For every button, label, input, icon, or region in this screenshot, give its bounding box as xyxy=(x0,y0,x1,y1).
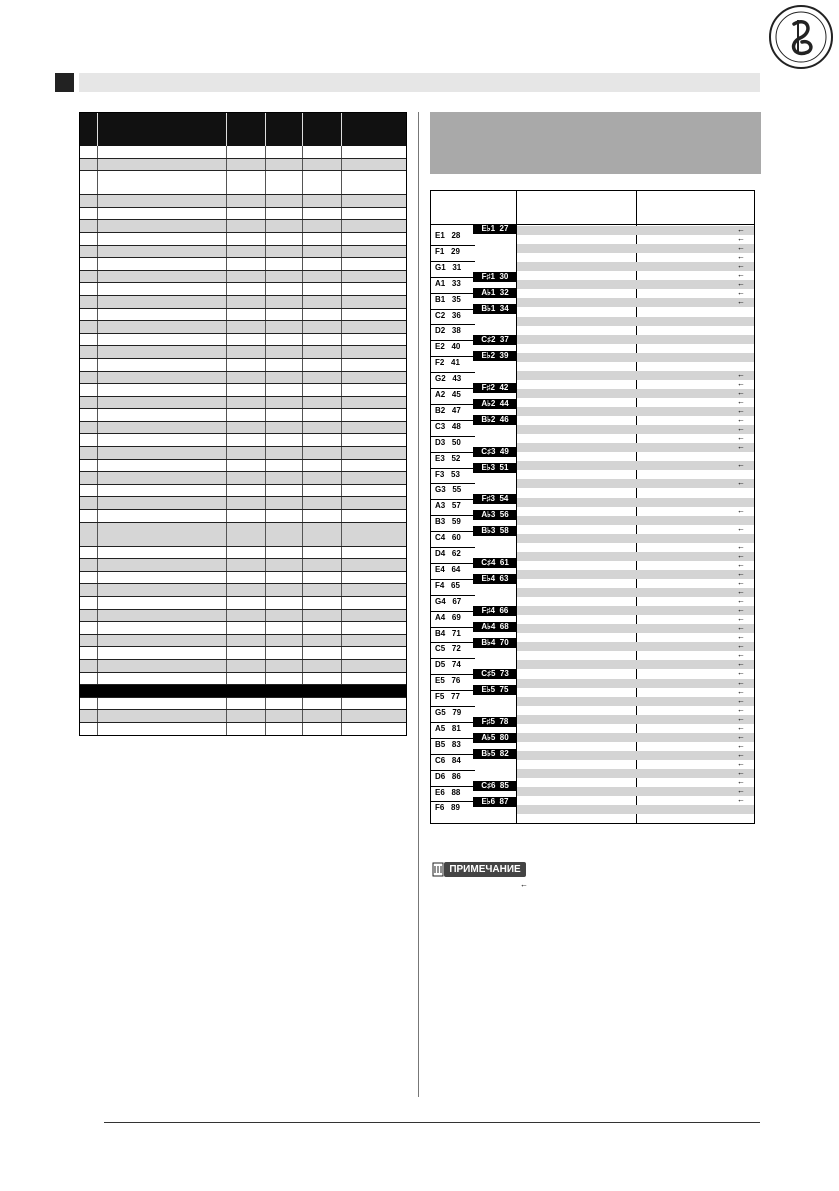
arrow-icon: ← xyxy=(737,632,745,642)
table-row xyxy=(517,660,754,669)
arrow-icon: ← xyxy=(737,749,745,759)
table-row xyxy=(79,372,407,385)
black-key-label: E♭4 63 xyxy=(473,574,517,584)
table-row xyxy=(517,760,754,769)
arrow-icon: ← xyxy=(737,396,745,406)
table-row xyxy=(79,309,407,322)
white-key-label: G3 55 xyxy=(435,485,462,495)
arrow-icon: ← xyxy=(737,406,745,415)
table-row xyxy=(517,371,754,380)
table-row xyxy=(79,685,407,698)
white-key-label: D6 86 xyxy=(435,771,461,781)
black-key-label: E♭6 87 xyxy=(473,797,517,807)
table-row xyxy=(517,389,754,398)
table-row xyxy=(79,635,407,648)
white-key-label: D4 62 xyxy=(435,549,461,558)
table-header xyxy=(431,191,754,225)
arrow-icon: ← xyxy=(737,297,745,307)
arrow-icon: ← xyxy=(737,243,745,253)
arrow-icon: ← xyxy=(737,740,745,750)
arrow-icon: ← xyxy=(737,378,745,388)
table-row xyxy=(79,572,407,585)
table-row xyxy=(517,498,754,507)
table-row xyxy=(517,452,754,461)
white-key-label: B5 83 xyxy=(435,739,461,749)
table-row xyxy=(517,326,754,335)
white-key-label: C5 72 xyxy=(435,644,461,654)
table-body xyxy=(79,146,407,736)
table-row xyxy=(79,673,407,686)
arrow-icon: ← xyxy=(737,369,745,379)
table-row xyxy=(517,588,754,597)
arrow-icon: ← xyxy=(737,777,745,787)
table-row xyxy=(517,244,754,253)
table-row xyxy=(79,523,407,547)
arrow-icon: ← xyxy=(737,424,745,434)
table-row xyxy=(79,359,407,372)
arrow-icon: ← xyxy=(737,623,745,633)
table-row xyxy=(79,346,407,359)
arrow-icon: ← xyxy=(737,577,745,587)
table-row xyxy=(79,208,407,221)
arrow-icon: ← xyxy=(737,234,745,244)
column-divider xyxy=(418,112,419,1097)
table-row xyxy=(517,688,754,697)
table-row xyxy=(517,624,754,633)
white-key-label: F1 29 xyxy=(435,246,460,256)
arrow-icon: ← xyxy=(737,460,745,470)
table-row xyxy=(517,307,754,316)
table-row xyxy=(517,488,754,497)
table-row xyxy=(79,434,407,447)
black-key-label: E♭3 51 xyxy=(473,463,517,473)
table-row xyxy=(517,398,754,407)
table-row xyxy=(517,561,754,570)
table-row xyxy=(79,485,407,498)
table-row xyxy=(79,584,407,597)
table-row xyxy=(79,233,407,246)
pencil-note-icon xyxy=(432,862,444,877)
arrow-icon: ← xyxy=(737,659,745,669)
white-key-label: B2 47 xyxy=(435,405,461,415)
table-row xyxy=(517,534,754,543)
white-key-label: G1 31 xyxy=(435,262,462,272)
black-key-label: B♭3 58 xyxy=(473,526,517,536)
table-row xyxy=(79,547,407,560)
arrow-icon: ← xyxy=(737,722,745,732)
arrow-icon: ← xyxy=(737,523,745,533)
arrow-icon: ← xyxy=(737,252,745,262)
arrow-icon: ← xyxy=(737,768,745,777)
white-key-label: E5 76 xyxy=(435,676,461,686)
white-key-label: D2 38 xyxy=(435,326,461,336)
table-row xyxy=(79,559,407,572)
table-row xyxy=(517,353,754,362)
black-key-label: E♭1 27 xyxy=(473,224,517,234)
note-badge: ПРИМЕЧАНИЕ xyxy=(444,862,526,877)
table-row xyxy=(517,525,754,534)
white-key-label: A4 69 xyxy=(435,612,461,622)
white-key-label: G2 43 xyxy=(435,374,462,384)
arrow-icon: ← xyxy=(737,568,745,578)
table-row xyxy=(79,422,407,435)
arrow-icon: ← xyxy=(737,650,745,660)
table-row xyxy=(517,633,754,642)
arrow-icon: ← xyxy=(737,605,745,615)
arrow-icon: ← xyxy=(737,550,745,560)
black-key-label: B♭1 34 xyxy=(473,304,517,314)
arrow-icon: ← xyxy=(737,433,745,443)
white-key-label: A3 57 xyxy=(435,501,461,511)
black-key-label: A♭3 56 xyxy=(473,510,517,520)
table-row xyxy=(79,660,407,673)
white-key-label: F6 89 xyxy=(435,803,460,813)
table-row xyxy=(517,253,754,262)
table-row xyxy=(79,597,407,610)
table-row xyxy=(517,805,754,814)
arrow-icon: ← xyxy=(737,641,745,651)
table-row xyxy=(517,317,754,326)
table-row xyxy=(79,384,407,397)
section-marker xyxy=(55,73,74,92)
black-key-label: A♭4 68 xyxy=(473,622,517,632)
arrow-icon: ← xyxy=(737,279,745,289)
table-row xyxy=(517,715,754,724)
white-key-label: G4 67 xyxy=(435,596,462,606)
table-row xyxy=(79,246,407,259)
white-key-label: D5 74 xyxy=(435,660,461,670)
table-row xyxy=(517,796,754,805)
arrow-icon: ← xyxy=(737,387,745,397)
table-row xyxy=(517,751,754,760)
white-key-label: B4 71 xyxy=(435,628,461,638)
white-key-label: F4 65 xyxy=(435,580,460,590)
white-key-label: E1 28 xyxy=(435,231,461,240)
white-key-label: B3 59 xyxy=(435,517,461,527)
arrow-icon: ← xyxy=(737,596,745,606)
table-row xyxy=(79,397,407,410)
white-key-label: F2 41 xyxy=(435,358,460,368)
table-row xyxy=(79,171,407,195)
table-row xyxy=(517,597,754,606)
note-callout xyxy=(432,862,526,877)
table-row xyxy=(517,552,754,561)
table-row xyxy=(79,447,407,460)
table-row xyxy=(517,335,754,344)
table-row xyxy=(517,669,754,678)
black-key-label: E♭2 39 xyxy=(473,351,517,361)
arrow-icon: ← xyxy=(520,880,528,889)
white-key-label: B1 35 xyxy=(435,294,461,304)
black-key-label: F♯2 42 xyxy=(473,383,517,393)
arrow-icon: ← xyxy=(737,677,745,687)
white-key-label: C3 48 xyxy=(435,421,461,431)
table-row xyxy=(79,159,407,172)
table-row xyxy=(517,543,754,552)
table-row xyxy=(79,723,407,736)
table-row xyxy=(517,724,754,733)
black-key-label: C♯3 49 xyxy=(473,447,517,457)
arrow-icon: ← xyxy=(737,225,745,234)
table-row xyxy=(79,195,407,208)
arrow-icon: ← xyxy=(737,415,745,425)
black-key-label: F♯1 30 xyxy=(473,272,517,282)
table-row xyxy=(517,235,754,244)
arrow-icon: ← xyxy=(737,587,745,596)
arrow-icon: ← xyxy=(737,442,745,452)
arrow-icon: ← xyxy=(737,731,745,741)
table-row xyxy=(517,679,754,688)
white-key-label: E2 40 xyxy=(435,342,461,352)
arrow-icon: ← xyxy=(737,288,745,298)
table-row xyxy=(517,579,754,588)
table-row xyxy=(517,298,754,307)
table-row xyxy=(79,146,407,159)
black-key-label: A♭1 32 xyxy=(473,288,517,298)
arrow-icon: ← xyxy=(737,559,745,569)
footer-rule xyxy=(104,1122,760,1123)
table-row xyxy=(517,769,754,778)
table-row xyxy=(79,296,407,309)
table-row xyxy=(79,497,407,510)
table-row xyxy=(517,706,754,715)
arrow-icon: ← xyxy=(737,695,745,705)
table-row xyxy=(517,516,754,525)
section-header-band xyxy=(79,73,760,92)
table-row xyxy=(517,778,754,787)
table-row xyxy=(79,472,407,485)
table-row xyxy=(79,409,407,422)
white-key-label: C6 84 xyxy=(435,755,461,765)
black-key-label: C♯4 61 xyxy=(473,558,517,568)
arrow-icon: ← xyxy=(737,614,745,624)
white-key-label: A2 45 xyxy=(435,390,461,399)
store-logo-seal xyxy=(768,4,834,70)
table-row xyxy=(517,651,754,660)
instrument-table xyxy=(79,112,407,736)
white-key-label: C4 60 xyxy=(435,533,461,543)
white-key-label: E3 52 xyxy=(435,453,461,463)
white-key-label: C2 36 xyxy=(435,310,461,320)
table-row xyxy=(517,461,754,470)
table-row xyxy=(79,271,407,284)
table-row xyxy=(517,344,754,353)
black-key-label: B♭5 82 xyxy=(473,749,517,759)
arrow-icon: ← xyxy=(737,686,745,696)
table-row xyxy=(79,220,407,233)
white-key-label: A5 81 xyxy=(435,723,461,733)
black-key-label: E♭5 75 xyxy=(473,685,517,695)
table-row xyxy=(517,479,754,488)
table-row xyxy=(517,434,754,443)
table-row xyxy=(517,606,754,615)
table-row xyxy=(517,697,754,706)
table-row xyxy=(517,787,754,796)
white-key-label: E4 64 xyxy=(435,564,461,574)
table-header xyxy=(79,112,407,146)
table-row xyxy=(517,416,754,425)
table-row xyxy=(517,289,754,298)
white-key-label: F5 77 xyxy=(435,692,460,702)
arrow-icon: ← xyxy=(737,478,745,488)
arrow-icon: ← xyxy=(737,704,745,714)
black-key-label: F♯4 66 xyxy=(473,606,517,616)
table-row xyxy=(79,622,407,635)
table-row xyxy=(517,443,754,452)
table-row xyxy=(79,610,407,623)
table-row xyxy=(517,380,754,389)
black-key-label: A♭2 44 xyxy=(473,399,517,409)
section-heading-band xyxy=(430,112,761,174)
table-row xyxy=(517,470,754,479)
white-key-label: F3 53 xyxy=(435,469,460,479)
white-key-label: D3 50 xyxy=(435,437,461,447)
table-row xyxy=(517,362,754,371)
arrow-icon: ← xyxy=(737,505,745,515)
white-key-label: G5 79 xyxy=(435,708,462,717)
table-row xyxy=(79,258,407,271)
black-key-label: B♭2 46 xyxy=(473,415,517,425)
black-key-label: B♭4 70 xyxy=(473,638,517,648)
black-key-label: A♭5 80 xyxy=(473,733,517,743)
table-row xyxy=(517,271,754,280)
table-row xyxy=(517,425,754,434)
arrow-icon: ← xyxy=(737,758,745,768)
white-key-label: E6 88 xyxy=(435,787,461,797)
table-row xyxy=(79,321,407,334)
black-key-label: C♯6 85 xyxy=(473,781,517,791)
black-key-label: C♯5 73 xyxy=(473,669,517,679)
table-row xyxy=(79,334,407,347)
table-row xyxy=(79,647,407,660)
table-row xyxy=(517,407,754,416)
black-key-label: F♯3 54 xyxy=(473,494,517,504)
arrow-icon: ← xyxy=(737,270,745,280)
table-row xyxy=(517,642,754,651)
table-row xyxy=(517,615,754,624)
table-row xyxy=(79,710,407,723)
table-row xyxy=(79,460,407,473)
table-row xyxy=(79,283,407,296)
table-row xyxy=(517,507,754,516)
arrow-icon: ← xyxy=(737,713,745,723)
arrow-icon: ← xyxy=(737,541,745,551)
table-row xyxy=(79,510,407,523)
table-row xyxy=(517,570,754,579)
arrow-icon: ← xyxy=(737,668,745,678)
table-row xyxy=(517,742,754,751)
table-row xyxy=(79,698,407,711)
white-key-label: A1 33 xyxy=(435,278,461,288)
table-row xyxy=(517,733,754,742)
table-row xyxy=(517,262,754,271)
arrow-icon: ← xyxy=(737,261,745,271)
arrow-icon: ← xyxy=(737,786,745,796)
arrow-icon: ← xyxy=(737,795,745,805)
note-range-table xyxy=(430,190,755,824)
table-row xyxy=(517,226,754,235)
black-key-label: F♯5 78 xyxy=(473,717,517,727)
table-row xyxy=(517,280,754,289)
black-key-label: C♯2 37 xyxy=(473,335,517,345)
